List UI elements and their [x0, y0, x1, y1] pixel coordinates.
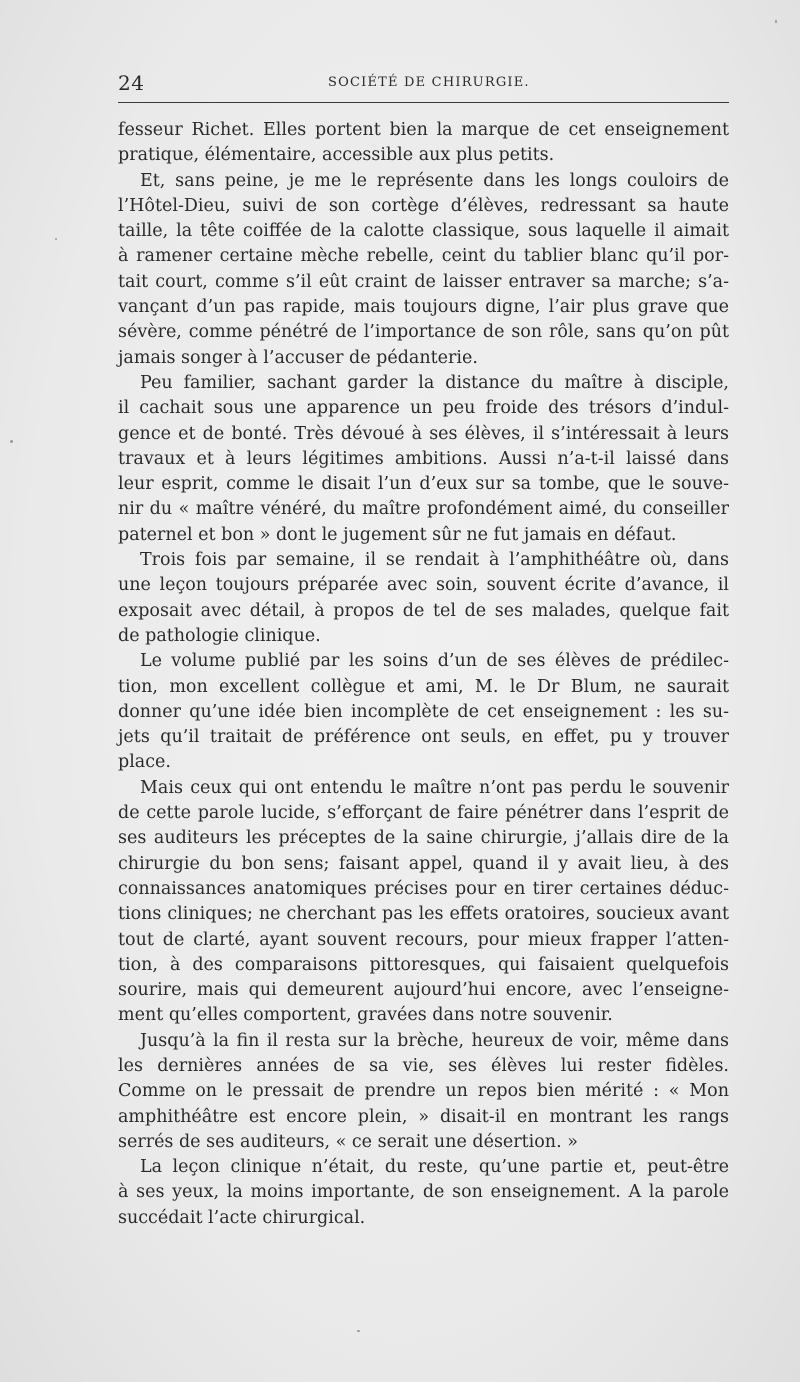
body-text — [118, 118, 729, 1231]
paper-speck — [357, 1330, 360, 1332]
text-line: sévère, comme pénétré de l’importance de son rôle, sans qu’on pût — [118, 322, 729, 343]
running-title: SOCIÉTÉ DE CHIRURGIE. — [328, 75, 530, 90]
text-line: jets qu’il traitait de préférence ont seuls, en effet, pu y trouver — [118, 727, 729, 748]
text-line: sourire, mais qui demeurent aujourd’hui encore, avec l’enseigne- — [118, 980, 729, 1001]
text-line: de cette parole lucide, s’efforçant de faire pénétrer dans l’esprit de — [118, 803, 729, 824]
page-header — [118, 70, 729, 96]
header-rule — [118, 102, 729, 103]
text-line: amphithéâtre est encore plein, » disait-il en montrant les rangs — [118, 1106, 729, 1127]
text-line: gence et de bonté. Très dévoué à ses élèves, il s’intéressait à leurs — [118, 423, 729, 444]
text-line: serrés de ses auditeurs, « ce serait une désertion. » — [118, 1131, 578, 1152]
text-line: Et, sans peine, je me le représente dans les longs couloirs de — [140, 170, 729, 191]
text-line: tions cliniques; ne cherchant pas les effets oratoires, soucieux avant — [118, 904, 729, 925]
text-line: donner qu’une idée bien incomplète de cet enseignement : les su- — [118, 701, 729, 722]
text-line: Trois fois par semaine, il se rendait à l’amphithéâtre où, dans — [140, 550, 729, 571]
text-line: paternel et bon » dont le jugement sûr ne fut jamais en défaut. — [118, 524, 677, 545]
text-line: connaissances anatomiques précises pour en tirer certaines déduc- — [118, 878, 729, 899]
text-line: jamais songer à l’accuser de pédanterie. — [118, 347, 478, 368]
text-line: l’Hôtel-Dieu, suivi de son cortège d’élèves, redressant sa haute — [118, 195, 729, 216]
text-line: La leçon clinique n’était, du reste, qu’une partie et, peut-être — [140, 1157, 729, 1178]
paper-speck — [10, 440, 13, 443]
text-line: vançant d’un pas rapide, mais toujours digne, l’air plus grave que — [118, 297, 729, 318]
paper-speck — [775, 20, 777, 23]
text-line: Peu familier, sachant garder la distance du maître à disciple, — [140, 372, 729, 393]
text-line: ses auditeurs les préceptes de la saine chirurgie, j’allais dire de la — [118, 828, 729, 849]
text-line: ment qu’elles comportent, gravées dans notre souvenir. — [118, 1005, 613, 1026]
page-number: 24 — [118, 71, 145, 95]
text-line: une leçon toujours préparée avec soin, souvent écrite d’avance, il — [118, 575, 729, 596]
text-line: nir du « maître vénéré, du maître profondément aimé, du conseiller — [118, 499, 729, 520]
text-line: Comme on le pressait de prendre un repos bien mérité : « Mon — [118, 1081, 729, 1102]
text-line: Le volume publié par les soins d’un de ses élèves de prédilec- — [140, 651, 729, 672]
text-line: à ses yeux, la moins importante, de son enseignement. A la parole — [118, 1182, 729, 1203]
text-line: tion, mon excellent collègue et ami, M. le Dr Blum, ne saurait — [118, 676, 729, 697]
text-line: Jusqu’à la fin il resta sur la brèche, heureux de voir, même dans — [140, 1030, 729, 1051]
text-line: tout de clarté, ayant souvent recours, pour mieux frapper l’atten- — [118, 929, 729, 950]
text-line: succédait l’acte chirurgical. — [118, 1207, 366, 1228]
text-line: il cachait sous une apparence un peu froide des trésors d’indul- — [118, 398, 729, 419]
text-line: tion, à des comparaisons pittoresques, qui faisaient quelquefois — [118, 954, 729, 975]
text-line: de pathologie clinique. — [118, 625, 321, 646]
text-line: à ramener certaine mèche rebelle, ceint du tablier blanc qu’il por- — [118, 246, 729, 267]
paper-speck — [55, 238, 57, 240]
text-line: pratique, élémentaire, accessible aux plus petits. — [118, 145, 555, 166]
text-line: taille, la tête coiffée de la calotte classique, sous laquelle il aimait — [118, 221, 729, 242]
text-line: leur esprit, comme le disait l’un d’eux sur sa tombe, que le souve- — [118, 474, 729, 495]
text-line: les dernières années de sa vie, ses élèves lui rester fidèles. — [118, 1055, 729, 1076]
text-line: Mais ceux qui ont entendu le maître n’ont pas perdu le souvenir — [140, 777, 729, 798]
text-line: tait court, comme s’il eût craint de laisser entraver sa marche; s’a- — [118, 271, 729, 292]
text-line: place. — [118, 752, 171, 773]
text-line: exposait avec détail, à propos de tel de ses malades, quelque fait — [118, 600, 729, 621]
text-line: chirurgie du bon sens; faisant appel, quand il y avait lieu, à des — [118, 853, 729, 874]
text-line: fesseur Richet. Elles portent bien la marque de cet enseignement — [118, 120, 729, 140]
text-line: travaux et à leurs légitimes ambitions. Aussi n’a-t-il laissé dans — [118, 448, 729, 469]
